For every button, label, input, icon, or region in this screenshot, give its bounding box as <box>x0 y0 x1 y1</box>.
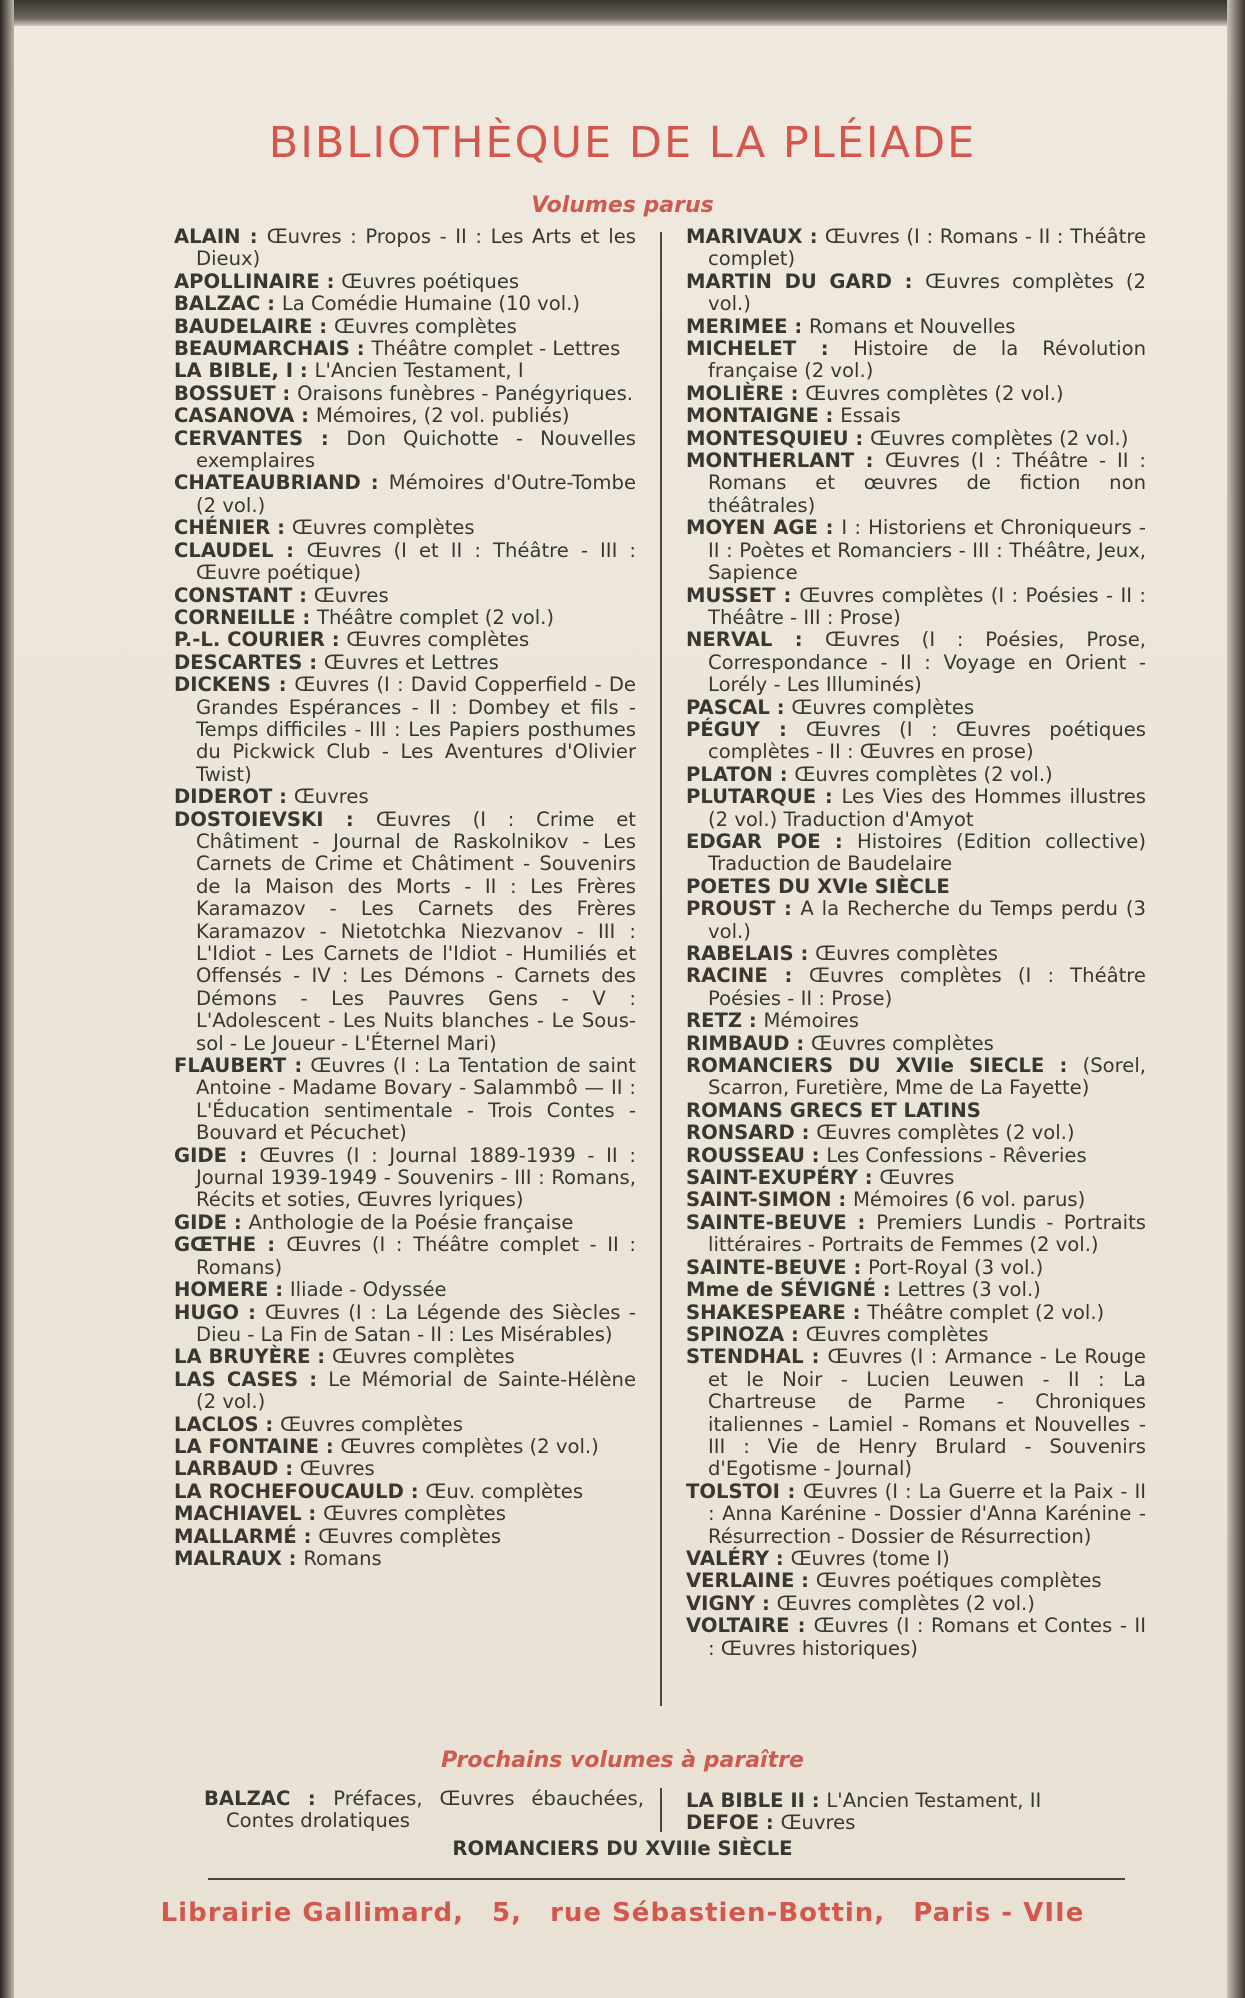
author-name: MONTHERLANT <box>686 449 855 473</box>
author-name: LAS CASES <box>174 1367 299 1391</box>
catalog-entry: DOSTOIEVSKI : Œuvres (I : Crime et Châtiment - Journal de Raskolnikov - Les Carnets de Crime et Châtiment - Souvenirs de la Maison des Morts - II : Les Frères Karamazov - Les Carnets des Frères Karamazov - Nietotchka Niezvanov - III : L'Idiot - Les Carnets de l'Idiot - Humiliés et Offensés - IV : Les Démons - Carnets des Démons - Les Pauvres Gens - V : L'Adolescent - Les Nuits blanches - Le Sous-sol - Le Joueur - L'Éternel Mari) <box>174 807 636 1055</box>
author-name: HUGO <box>174 1300 240 1324</box>
catalog-entry: DEFOE : Œuvres <box>686 1811 856 1834</box>
author-name: CONSTANT <box>174 583 293 607</box>
catalog-entry: CORNEILLE : Théâtre complet (2 vol.) <box>174 605 555 629</box>
work-title: Œuvres complètes <box>805 1322 989 1346</box>
work-title: L'Ancien Testament, II <box>826 1789 1042 1812</box>
author-name: SHAKESPEARE <box>686 1300 846 1324</box>
author-name: MALLARMÉ <box>174 1524 297 1548</box>
work-title: Oraisons funèbres - Panégyriques. <box>297 381 634 405</box>
author-name: HOMERE <box>174 1278 269 1302</box>
upcoming-entry-centered: ROMANCIERS DU XVIIIe SIÈCLE <box>452 1837 793 1860</box>
work-title: Œuvres complètes <box>811 1031 994 1055</box>
catalog-entry: PLATON : Œuvres complètes (2 vol.) <box>686 762 1053 786</box>
author-name: GŒTHE <box>174 1233 257 1257</box>
section-heading-published: Volumes parus <box>531 193 714 218</box>
work-title: Œuvres complètes <box>318 1524 502 1548</box>
catalog-entry: LACLOS : Œuvres complètes <box>174 1412 463 1436</box>
work-title: Œuvres <box>299 1457 375 1481</box>
work-title: Œuvres complètes <box>323 1502 506 1526</box>
author-name: DOSTOIEVSKI <box>174 807 324 831</box>
catalog-entry: MALLARMÉ : Œuvres complètes <box>174 1524 502 1548</box>
author-name: BALZAC <box>174 292 261 316</box>
catalog-entry: RIMBAUD : Œuvres complètes <box>686 1031 994 1055</box>
work-title: Œuvres complètes (I : Théâtre Poésies - II : Prose) <box>708 964 1146 1010</box>
catalog-entry: RETZ : Mémoires <box>686 1009 859 1033</box>
catalog-entry: Mme de SÉVIGNÉ : Lettres (3 vol.) <box>686 1278 1041 1302</box>
catalog-entry: BEAUMARCHAIS : Théâtre complet - Lettres <box>174 337 621 361</box>
author-name: EDGAR POE <box>686 829 821 853</box>
work-title: Œuvres : Propos - II : Les Arts et les Dieux) <box>196 225 636 271</box>
author-name: SAINT-SIMON <box>686 1188 832 1212</box>
catalog-entry: MARTIN DU GARD : Œuvres complètes (2 vol.) <box>686 269 1146 316</box>
catalog-entry: DICKENS : Œuvres (I : David Copperfield - De Grandes Espérances - II : Dombey et fils - Temps difficiles - III : Les Papiers posthumes du Pickwick Club - Les Aventures d'Olivier Twist) <box>174 673 636 786</box>
author-name: RONSARD <box>686 1121 795 1145</box>
author-name: Mme de SÉVIGNÉ <box>686 1278 876 1302</box>
work-title: Mémoires <box>763 1009 859 1033</box>
catalog-entry: DESCARTES : Œuvres et Lettres <box>174 650 499 674</box>
catalog-entry: LA BIBLE II : L'Ancien Testament, II <box>686 1789 1042 1812</box>
catalog-entry: EDGAR POE : Histoires (Edition collective) Traduction de Baudelaire <box>686 829 1146 876</box>
upcoming-list-left <box>204 1788 644 1832</box>
catalog-entry: SAINT-SIMON : Mémoires (6 vol. parus) <box>686 1188 1086 1212</box>
city: Paris - VIIe <box>913 1898 1085 1928</box>
upcoming-list-right <box>686 1790 1126 1834</box>
work-title: Œuvres complètes (I : Poésies - II : Théâtre - III : Prose) <box>708 583 1146 629</box>
catalog-entry: MONTHERLANT : Œuvres (I : Théâtre - II : Romans et œuvres de fiction non théâtrales) <box>686 449 1146 517</box>
catalog-entry: LA ROCHEFOUCAULD : Œuv. complètes <box>174 1479 584 1503</box>
author-name: POETES DU XVIe SIÈCLE <box>686 874 950 898</box>
work-title: Œuvres (I : La Guerre et la Paix - II : Anna Karénine - Dossier d'Anna Karénine - Résurrection - Dossier de Résurrection) <box>708 1479 1146 1548</box>
catalog-entry: PLUTARQUE : Les Vies des Hommes illustres (2 vol.) Traduction d'Amyot <box>686 785 1146 831</box>
catalog-entry: NERVAL : Œuvres (I : Poésies, Prose, Correspondance - II : Voyage en Orient - Lorély - Les Illuminés) <box>686 628 1146 697</box>
work-title: Théâtre complet (2 vol.) <box>317 605 555 629</box>
work-title: Œuvres (I : Armance - Le Rouge et le Noir - Lucien Leuwen - II : La Chartreuse de Parme - Chroniques italiennes - Lamiel - Romans et Nouvelles - III : Vie de Henry Brulard - Souvenirs d'Egotisme - Journal) <box>708 1345 1146 1481</box>
work-title: Œuvres <box>780 1811 856 1834</box>
author-name: P.-L. COURIER <box>174 628 325 652</box>
author-name: VALÉRY <box>686 1546 770 1570</box>
work-title: Œuvres (I : Romans - II : Théâtre complet) <box>708 225 1146 271</box>
catalog-entry: PASCAL : Œuvres complètes <box>686 695 975 719</box>
catalog-entry: VOLTAIRE : Œuvres (I : Romans et Contes - II : Œuvres historiques) <box>686 1614 1146 1660</box>
catalog-entry: CHÉNIER : Œuvres complètes <box>174 516 475 540</box>
catalog-entry: RACINE : Œuvres complètes (I : Théâtre Poésies - II : Prose) <box>686 964 1146 1010</box>
catalog-entry: VALÉRY : Œuvres (tome I) <box>686 1546 950 1570</box>
author-name: LACLOS <box>174 1412 259 1436</box>
author-name: RABELAIS <box>686 942 794 965</box>
section-heading-upcoming: Prochains volumes à paraître <box>441 1748 804 1773</box>
catalog-entry: SHAKESPEARE : Théâtre complet (2 vol.) <box>686 1300 1105 1324</box>
author-name: DESCARTES <box>174 650 303 674</box>
upcoming-column-divider <box>660 1788 662 1832</box>
author-name: DIDEROT <box>174 785 273 809</box>
catalog-entry: P.-L. COURIER : Œuvres complètes <box>174 628 530 652</box>
catalog-entry: TOLSTOI : Œuvres (I : La Guerre et la Paix - II : Anna Karénine - Dossier d'Anna Karénine - Résurrection - Dossier de Résurrection) <box>686 1479 1146 1548</box>
work-title: Mémoires (6 vol. parus) <box>853 1188 1086 1212</box>
author-name: BALZAC <box>204 1787 291 1810</box>
catalog-entry: GIDE : Anthologie de la Poésie française <box>174 1210 574 1234</box>
catalog-entry: BAUDELAIRE : Œuvres complètes <box>174 314 517 338</box>
author-name: CORNEILLE <box>174 605 296 629</box>
catalog-entry: SAINT-EXUPÉRY : Œuvres <box>686 1166 955 1190</box>
work-title: Œuvres <box>313 583 389 607</box>
work-title: Histoires (Edition collective) Traduction de Baudelaire <box>708 829 1146 876</box>
street-number: 5, <box>492 1898 522 1928</box>
catalog-entry: DIDEROT : Œuvres <box>174 785 369 809</box>
author-name: TOLSTOI <box>686 1479 780 1503</box>
author-name: PLUTARQUE <box>686 785 817 809</box>
author-name: FLAUBERT <box>174 1054 287 1078</box>
catalog-entry: MICHELET : Histoire de la Révolution française (2 vol.) <box>686 337 1146 383</box>
work-title: Œuvres complètes (2 vol.) <box>794 762 1053 786</box>
work-title: Œuvres (I et II : Théâtre - III : Œuvre poétique) <box>196 538 636 585</box>
author-name: MONTAIGNE <box>686 404 819 428</box>
work-title: Premiers Lundis - Portraits littéraires - Portraits de Femmes (2 vol.) <box>708 1210 1146 1257</box>
author-name: LA ROCHEFOUCAULD <box>174 1479 404 1503</box>
author-name: CASANOVA <box>174 404 295 428</box>
published-list-right <box>686 226 1146 1660</box>
author-name: MARTIN DU GARD <box>686 269 893 293</box>
work-title: Œuvres complètes <box>815 942 998 965</box>
work-title: A la Recherche du Temps perdu (3 vol.) <box>708 897 1146 943</box>
catalog-entry <box>686 876 1146 898</box>
author-name: PROUST <box>686 897 776 921</box>
author-name: MERIMEE <box>686 314 788 338</box>
catalog-entry: RONSARD : Œuvres complètes (2 vol.) <box>686 1121 1075 1145</box>
catalog-entry: BALZAC : La Comédie Humaine (10 vol.) <box>174 292 581 316</box>
work-title: Œuvres (I : La Légende des Siècles - Dieu - La Fin de Satan - II : Les Misérables) <box>196 1300 636 1346</box>
author-name: CHÉNIER <box>174 516 271 540</box>
catalog-entry: MACHIAVEL : Œuvres complètes <box>174 1502 506 1526</box>
catalog-entry: SAINTE-BEUVE : Port-Royal (3 vol.) <box>686 1255 1044 1279</box>
author-name: RACINE <box>686 964 768 988</box>
work-title: Don Quichotte - Nouvelles exemplaires <box>196 426 637 473</box>
catalog-entry: ROUSSEAU : Les Confessions - Rêveries <box>686 1143 1087 1167</box>
work-title: Œuvres complètes <box>331 1345 515 1369</box>
catalog-entry: GŒTHE : Œuvres (I : Théâtre complet - II : Romans) <box>174 1233 637 1279</box>
work-title: Œuvres (I : Romans et Contes - II : Œuvres historiques) <box>708 1614 1146 1660</box>
work-title: Œuvres complètes (2 vol.) <box>816 1121 1075 1145</box>
footer-rule <box>208 1878 1125 1880</box>
catalog-entry: CASANOVA : Mémoires, (2 vol. publiés) <box>174 404 570 428</box>
work-title: Œuvres (tome I) <box>790 1546 950 1570</box>
work-title: (Sorel, Scarron, Furetière, Mme de La Fayette) <box>708 1054 1147 1100</box>
work-title: Préfaces, Œuvres ébauchées, Contes drolatiques <box>226 1787 644 1832</box>
catalog-entry: CLAUDEL : Œuvres (I et II : Théâtre - III : Œuvre poétique) <box>174 538 636 585</box>
work-title: Œuvres complètes <box>280 1412 463 1436</box>
author-name: SAINTE-BEUVE <box>686 1255 847 1279</box>
author-name: SAINT-EXUPÉRY <box>686 1166 858 1190</box>
catalog-entry: VERLAINE : Œuvres poétiques complètes <box>686 1569 1102 1593</box>
work-title: Œuvres complètes (2 vol.) <box>340 1434 599 1458</box>
author-name: SAINTE-BEUVE <box>686 1210 847 1234</box>
work-title: La Comédie Humaine (10 vol.) <box>281 292 581 316</box>
catalog-entry: PROUST : A la Recherche du Temps perdu (3 vol.) <box>686 897 1146 943</box>
work-title: Œuvres (I : Crime et Châtiment - Journal de Raskolnikov - Les Carnets de Crime et Châtiment - Souvenirs de la Maison des Morts - II : Les Frères Karamazov - Les Carnets des Frères Karamazov - Nietotchka Niezvanov - III : L'Idiot - Les Carnets de l'Idiot - Humiliés et Offensés - IV : Les Démons - Carnets des Démons - Les Pauvres Gens - V : L'Adolescent - Les Nuits blanches - Le Sous-sol - Le Joueur - L'Éternel Mari) <box>196 807 636 1055</box>
work-title: Port-Royal (3 vol.) <box>868 1255 1044 1279</box>
work-title: Œuvres complètes (2 vol.) <box>870 426 1129 450</box>
author-name: MICHELET <box>686 337 797 361</box>
work-title: L'Ancien Testament, I <box>314 359 524 383</box>
catalog-entry: CONSTANT : Œuvres <box>174 583 389 607</box>
publisher-footer <box>0 1898 1245 1928</box>
author-name: MARIVAUX <box>686 225 803 248</box>
work-title: Œuvres et Lettres <box>323 650 499 674</box>
author-name: LA BIBLE, I <box>174 359 294 383</box>
author-name: MUSSET <box>686 583 776 607</box>
author-name: GIDE <box>174 1210 228 1234</box>
author-name: APOLLINAIRE <box>174 269 320 293</box>
work-title: Œuvres (I : David Copperfield - De Grandes Espérances - II : Dombey et fils - Temps difficiles - III : Les Papiers posthumes du Pickwick Club - Les Aventures d'Olivier Twist) <box>196 673 636 786</box>
author-name: LARBAUD <box>174 1457 279 1481</box>
catalog-entry: HUGO : Œuvres (I : La Légende des Siècles - Dieu - La Fin de Satan - II : Les Misérables) <box>174 1300 636 1346</box>
author-name: ROMANCIERS DU XVIIe SIECLE <box>686 1054 1045 1078</box>
work-title: Œuvres (I : Journal 1889-1939 - II : Journal 1939-1949 - Souvenirs - III : Romans, Récits et soties, Œuvres lyriques) <box>196 1143 637 1212</box>
author-name: LA BIBLE II <box>686 1789 805 1812</box>
author-name: VOLTAIRE <box>686 1614 790 1638</box>
work-title: Mémoires, (2 vol. publiés) <box>315 404 570 428</box>
author-name: MOLIÈRE <box>686 381 784 405</box>
author-name: MONTESQUIEU <box>686 426 849 450</box>
author-name: ROUSSEAU <box>686 1143 805 1167</box>
work-title: Œuvres poétiques complètes <box>815 1569 1102 1593</box>
work-title: Romans et Nouvelles <box>809 314 1016 338</box>
author-name: NERVAL <box>686 628 773 652</box>
work-title: Mémoires d'Outre-Tombe (2 vol.) <box>196 471 636 517</box>
work-title: Les Confessions - Rêveries <box>826 1143 1087 1167</box>
work-title: Œuvres complètes <box>291 516 475 540</box>
upcoming-entry: BALZAC : Préfaces, Œuvres ébauchées, Contes drolatiques <box>204 1787 644 1832</box>
work-title: Lettres (3 vol.) <box>897 1278 1041 1302</box>
author-name: LA BRUYÈRE <box>174 1345 311 1369</box>
catalog-entry: GIDE : Œuvres (I : Journal 1889-1939 - II : Journal 1939-1949 - Souvenirs - III : Romans, Récits et soties, Œuvres lyriques) <box>174 1143 637 1212</box>
catalog-entry: LA FONTAINE : Œuvres complètes (2 vol.) <box>174 1434 599 1458</box>
catalog-entry <box>686 1100 1146 1122</box>
catalog-entry: LAS CASES : Le Mémorial de Sainte-Hélène (2 vol.) <box>174 1367 636 1414</box>
work-title: Histoire de la Révolution française (2 vol.) <box>708 337 1146 383</box>
author-name: RETZ <box>686 1009 743 1033</box>
catalog-entry: FLAUBERT : Œuvres (I : La Tentation de saint Antoine - Madame Bovary - Salammbô — II : L'Éducation sentimentale - Trois Contes - Bouvard et Pécuchet) <box>174 1054 636 1145</box>
author-name: MALRAUX <box>174 1546 282 1570</box>
catalog-entry: CERVANTES : Don Quichotte - Nouvelles exemplaires <box>174 426 637 473</box>
work-title: Iliade - Odyssée <box>289 1278 447 1302</box>
catalog-entry: CHATEAUBRIAND : Mémoires d'Outre-Tombe (2 vol.) <box>174 471 636 517</box>
work-title: Théâtre complet (2 vol.) <box>867 1300 1105 1324</box>
author-name: PASCAL <box>686 695 770 719</box>
catalog-entry: BOSSUET : Oraisons funèbres - Panégyriques. <box>174 381 634 405</box>
author-name: PLATON <box>686 762 773 786</box>
catalog-entry: MONTESQUIEU : Œuvres complètes (2 vol.) <box>686 426 1129 450</box>
work-title: Œuvres (I : Théâtre complet - II : Romans) <box>196 1233 637 1279</box>
author-name: MOYEN AGE <box>686 516 818 540</box>
catalog-entry: PÉGUY : Œuvres (I : Œuvres poétiques complètes - II : Œuvres en prose) <box>686 717 1146 764</box>
catalog-entry: MONTAIGNE : Essais <box>686 404 901 428</box>
work-title: Œuvres <box>879 1166 955 1190</box>
author-name: RIMBAUD <box>686 1031 790 1055</box>
catalog-entry: RABELAIS : Œuvres complètes <box>686 942 998 965</box>
work-title: Théâtre complet - Lettres <box>371 337 621 361</box>
author-name: LA FONTAINE <box>174 1434 319 1458</box>
author-name: SPINOZA <box>686 1322 785 1346</box>
work-title: Œuv. complètes <box>425 1479 584 1503</box>
work-title: Œuvres complètes <box>791 695 975 719</box>
catalog-entry: MOYEN AGE : I : Historiens et Chroniqueurs - II : Poètes et Romanciers - III : Théâtre, Jeux, Sapience <box>686 516 1146 585</box>
cover-right-edge <box>1227 0 1245 1998</box>
work-title: Œuvres complètes (2 vol.) <box>805 381 1064 405</box>
work-title: Œuvres (I : La Tentation de saint Antoine - Madame Bovary - Salammbô — II : L'Éducation sentimentale - Trois Contes - Bouvard et Pécuchet) <box>196 1054 636 1145</box>
catalog-entry: ROMANCIERS DU XVIIe SIECLE : (Sorel, Scarron, Furetière, Mme de La Fayette) <box>686 1054 1147 1100</box>
page-title: BIBLIOTHÈQUE DE LA PLÉIADE <box>268 118 977 168</box>
catalog-entry: LA BIBLE, I : L'Ancien Testament, I <box>174 359 524 383</box>
work-title: Les Vies des Hommes illustres (2 vol.) Traduction d'Amyot <box>708 785 1146 831</box>
author-name: ALAIN <box>174 225 241 248</box>
catalog-entry: STENDHAL : Œuvres (I : Armance - Le Rouge et le Noir - Lucien Leuwen - II : La Chartreuse de Parme - Chroniques italiennes - Lamiel - Romans et Nouvelles - III : Vie de Henry Brulard - Souvenirs d'Egotisme - Journal) <box>686 1345 1146 1481</box>
catalog-entry: SAINTE-BEUVE : Premiers Lundis - Portraits littéraires - Portraits de Femmes (2 vol.) <box>686 1210 1146 1257</box>
catalog-entry: APOLLINAIRE : Œuvres poétiques <box>174 269 520 293</box>
catalog-entry: MUSSET : Œuvres complètes (I : Poésies - II : Théâtre - III : Prose) <box>686 583 1146 629</box>
catalog-entry: HOMERE : Iliade - Odyssée <box>174 1278 447 1302</box>
author-name: MACHIAVEL <box>174 1502 302 1526</box>
catalog-entry: LARBAUD : Œuvres <box>174 1457 375 1481</box>
catalog-entry: MOLIÈRE : Œuvres complètes (2 vol.) <box>686 381 1064 405</box>
author-name: DEFOE <box>686 1811 760 1834</box>
work-title: Œuvres complètes (2 vol.) <box>708 269 1146 316</box>
catalog-entry: LA BRUYÈRE : Œuvres complètes <box>174 1345 515 1369</box>
author-name: VIGNY <box>686 1591 756 1615</box>
work-title: Essais <box>840 404 901 428</box>
work-title: Anthologie de la Poésie française <box>248 1210 574 1234</box>
author-name: CERVANTES <box>174 426 304 450</box>
work-title: Romans <box>303 1546 382 1570</box>
work-title: Œuvres <box>293 785 369 809</box>
publisher-name: Librairie Gallimard, <box>160 1898 464 1928</box>
published-list-left <box>174 226 636 1570</box>
street-name: rue Sébastien-Bottin, <box>550 1898 886 1928</box>
catalog-entry: SPINOZA : Œuvres complètes <box>686 1322 989 1346</box>
author-name: BOSSUET <box>174 381 276 405</box>
column-divider <box>660 232 662 1706</box>
author-name: DICKENS <box>174 673 272 697</box>
author-name: ROMANS GRECS ET LATINS <box>686 1098 981 1122</box>
work-title: Œuvres complètes <box>346 628 530 652</box>
work-title: Œuvres (I : Œuvres poétiques complètes - II : Œuvres en prose) <box>708 717 1146 764</box>
catalog-entry: ALAIN : Œuvres : Propos - II : Les Arts et les Dieux) <box>174 225 636 271</box>
work-title: Œuvres complètes <box>333 314 517 338</box>
work-title: Œuvres complètes (2 vol.) <box>776 1591 1035 1615</box>
work-title: Le Mémorial de Sainte-Hélène (2 vol.) <box>196 1367 636 1414</box>
work-title: Œuvres (I : Théâtre - II : Romans et œuvres de fiction non théâtrales) <box>708 449 1146 517</box>
author-name: PÉGUY <box>686 717 760 741</box>
cover-left-edge <box>0 0 14 1998</box>
catalog-entry: MALRAUX : Romans <box>174 1546 382 1570</box>
work-title: I : Historiens et Chroniqueurs - II : Poètes et Romanciers - III : Théâtre, Jeux, Sapience <box>708 516 1146 585</box>
work-title: Œuvres (I : Poésies, Prose, Correspondance - II : Voyage en Orient - Lorély - Les Illuminés) <box>708 628 1146 697</box>
work-title: Œuvres poétiques <box>341 269 520 293</box>
author-name: BAUDELAIRE <box>174 314 313 338</box>
catalog-entry: MERIMEE : Romans et Nouvelles <box>686 314 1016 338</box>
catalog-entry: VIGNY : Œuvres complètes (2 vol.) <box>686 1591 1035 1615</box>
author-name: CLAUDEL <box>174 538 274 562</box>
author-name: CHATEAUBRIAND <box>174 471 361 495</box>
author-name: VERLAINE <box>686 1569 795 1593</box>
author-name: BEAUMARCHAIS <box>174 337 350 361</box>
cover-top-edge <box>0 0 1245 26</box>
catalog-entry: MARIVAUX : Œuvres (I : Romans - II : Théâtre complet) <box>686 225 1146 271</box>
author-name: STENDHAL <box>686 1345 804 1369</box>
author-name: GIDE <box>174 1143 228 1167</box>
